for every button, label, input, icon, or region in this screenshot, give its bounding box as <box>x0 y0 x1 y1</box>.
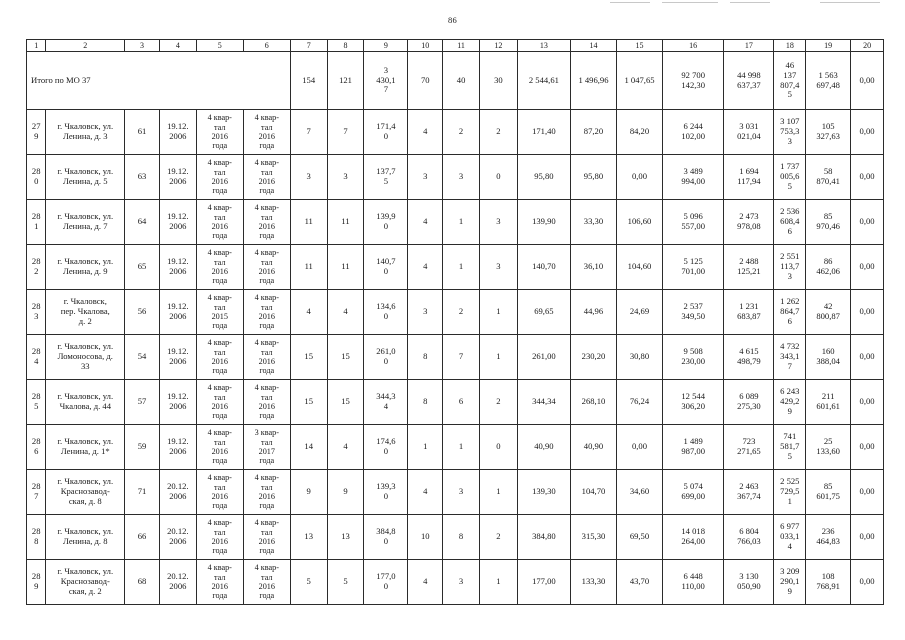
data-cell: 2 551 113,7 3 <box>774 245 806 290</box>
table-row <box>27 245 884 290</box>
data-cell: 5 125 701,00 <box>663 245 724 290</box>
scan-edge-line <box>610 2 650 3</box>
data-cell: 3 107 753,3 3 <box>774 110 806 155</box>
data-cell: 2 <box>443 290 480 335</box>
house-number-cell: 63 <box>125 155 160 200</box>
total-row <box>27 52 884 110</box>
data-cell: 69,50 <box>616 515 662 560</box>
house-number-cell: 68 <box>125 560 160 605</box>
data-cell: 6 977 033,1 4 <box>774 515 806 560</box>
total-cell: 3 430,1 7 <box>364 52 408 110</box>
address-cell: г. Чкаловск, ул. Ленина, д. 5 <box>46 155 125 200</box>
row-number-cell: 28 4 <box>27 335 46 380</box>
data-cell: 15 <box>327 380 364 425</box>
address-cell: г. Чкаловск, ул. Краснозавод- ская, д. 2 <box>46 560 125 605</box>
data-cell: 268,10 <box>570 380 616 425</box>
date-cell: 19.12. 2006 <box>159 110 196 155</box>
data-cell: 6 089 275,30 <box>724 380 774 425</box>
column-number: 12 <box>479 40 517 52</box>
period-end-cell: 4 квар- тал 2016 года <box>243 200 290 245</box>
data-cell: 87,20 <box>570 110 616 155</box>
data-cell: 4 <box>408 245 443 290</box>
data-cell: 11 <box>290 245 327 290</box>
data-cell: 25 133,60 <box>806 425 851 470</box>
data-cell: 5 <box>327 560 364 605</box>
period-start-cell: 4 квар- тал 2016 года <box>196 110 243 155</box>
period-start-cell: 4 квар- тал 2016 года <box>196 380 243 425</box>
data-cell: 24,69 <box>616 290 662 335</box>
data-cell: 3 <box>408 290 443 335</box>
period-start-cell: 4 квар- тал 2016 года <box>196 245 243 290</box>
data-cell: 0,00 <box>616 155 662 200</box>
date-cell: 19.12. 2006 <box>159 425 196 470</box>
period-start-cell: 4 квар- тал 2016 года <box>196 155 243 200</box>
column-number: 1 <box>27 40 46 52</box>
data-cell: 2 <box>479 110 517 155</box>
scan-edge-line <box>662 2 718 3</box>
column-number: 2 <box>46 40 125 52</box>
period-start-cell: 4 квар- тал 2016 года <box>196 335 243 380</box>
table-row <box>27 425 884 470</box>
total-cell: 154 <box>290 52 327 110</box>
house-number-cell: 61 <box>125 110 160 155</box>
data-cell: 105 327,63 <box>806 110 851 155</box>
data-cell: 171,4 0 <box>364 110 408 155</box>
data-cell: 7 <box>443 335 480 380</box>
data-cell: 44,96 <box>570 290 616 335</box>
data-cell: 13 <box>290 515 327 560</box>
data-cell: 3 489 994,00 <box>663 155 724 200</box>
column-number: 20 <box>851 40 884 52</box>
date-cell: 19.12. 2006 <box>159 335 196 380</box>
house-number-cell: 64 <box>125 200 160 245</box>
data-cell: 0,00 <box>851 560 884 605</box>
data-cell: 3 <box>443 560 480 605</box>
data-cell: 2 537 349,50 <box>663 290 724 335</box>
data-cell: 2 536 608,4 6 <box>774 200 806 245</box>
data-cell: 3 209 290,1 9 <box>774 560 806 605</box>
data-cell: 7 <box>327 110 364 155</box>
data-cell: 2 <box>479 380 517 425</box>
data-cell: 3 <box>443 470 480 515</box>
period-start-cell: 4 квар- тал 2016 года <box>196 200 243 245</box>
column-number: 11 <box>443 40 480 52</box>
page-number: 86 <box>448 15 457 25</box>
total-label: Итого по МО 37 <box>27 52 291 110</box>
period-end-cell: 4 квар- тал 2016 года <box>243 335 290 380</box>
data-cell: 1 <box>408 425 443 470</box>
column-number: 3 <box>125 40 160 52</box>
period-start-cell: 4 квар- тал 2016 года <box>196 560 243 605</box>
data-cell: 139,9 0 <box>364 200 408 245</box>
row-number-cell: 27 9 <box>27 110 46 155</box>
data-cell: 0,00 <box>851 200 884 245</box>
total-cell: 92 700 142,30 <box>663 52 724 110</box>
data-cell: 2 <box>443 110 480 155</box>
data-cell: 0,00 <box>851 380 884 425</box>
date-cell: 19.12. 2006 <box>159 290 196 335</box>
data-cell: 0,00 <box>851 515 884 560</box>
house-number-cell: 71 <box>125 470 160 515</box>
data-cell: 177,00 <box>517 560 570 605</box>
date-cell: 19.12. 2006 <box>159 380 196 425</box>
data-cell: 10 <box>408 515 443 560</box>
column-number: 16 <box>663 40 724 52</box>
data-cell: 6 244 102,00 <box>663 110 724 155</box>
table-row <box>27 515 884 560</box>
data-cell: 177,0 0 <box>364 560 408 605</box>
column-number: 6 <box>243 40 290 52</box>
house-number-cell: 57 <box>125 380 160 425</box>
data-cell: 7 <box>290 110 327 155</box>
column-number: 18 <box>774 40 806 52</box>
data-cell: 1 <box>479 290 517 335</box>
period-end-cell: 4 квар- тал 2016 года <box>243 290 290 335</box>
date-cell: 19.12. 2006 <box>159 155 196 200</box>
data-cell: 40,90 <box>517 425 570 470</box>
period-end-cell: 4 квар- тал 2016 года <box>243 380 290 425</box>
date-cell: 19.12. 2006 <box>159 200 196 245</box>
data-cell: 12 544 306,20 <box>663 380 724 425</box>
data-cell: 2 525 729,5 1 <box>774 470 806 515</box>
total-cell: 46 137 807,4 5 <box>774 52 806 110</box>
row-number-cell: 28 3 <box>27 290 46 335</box>
period-start-cell: 4 квар- тал 2015 года <box>196 290 243 335</box>
column-number-row <box>27 40 884 52</box>
house-number-cell: 66 <box>125 515 160 560</box>
data-cell: 134,6 0 <box>364 290 408 335</box>
data-cell: 6 243 429,2 9 <box>774 380 806 425</box>
period-start-cell: 4 квар- тал 2016 года <box>196 425 243 470</box>
data-cell: 1 <box>479 470 517 515</box>
data-cell: 30,80 <box>616 335 662 380</box>
data-cell: 42 800,87 <box>806 290 851 335</box>
period-end-cell: 4 квар- тал 2016 года <box>243 560 290 605</box>
data-cell: 1 <box>479 335 517 380</box>
data-cell: 36,10 <box>570 245 616 290</box>
data-cell: 139,30 <box>517 470 570 515</box>
total-cell: 30 <box>479 52 517 110</box>
data-cell: 6 804 766,03 <box>724 515 774 560</box>
row-number-cell: 28 1 <box>27 200 46 245</box>
data-cell: 3 130 050,90 <box>724 560 774 605</box>
period-end-cell: 4 квар- тал 2016 года <box>243 155 290 200</box>
data-cell: 8 <box>408 380 443 425</box>
scan-edge-line <box>820 2 880 3</box>
address-cell: г. Чкаловск, пер. Чкалова, д. 2 <box>46 290 125 335</box>
data-cell: 95,80 <box>517 155 570 200</box>
data-cell: 261,0 0 <box>364 335 408 380</box>
data-cell: 4 <box>327 290 364 335</box>
period-end-cell: 4 квар- тал 2016 года <box>243 245 290 290</box>
data-cell: 133,30 <box>570 560 616 605</box>
column-number: 13 <box>517 40 570 52</box>
data-cell: 0,00 <box>851 470 884 515</box>
data-cell: 0,00 <box>851 290 884 335</box>
row-number-cell: 28 8 <box>27 515 46 560</box>
data-cell: 741 581,7 5 <box>774 425 806 470</box>
data-cell: 723 271,65 <box>724 425 774 470</box>
data-cell: 76,24 <box>616 380 662 425</box>
data-cell: 69,65 <box>517 290 570 335</box>
data-cell: 211 601,61 <box>806 380 851 425</box>
data-cell: 139,90 <box>517 200 570 245</box>
data-cell: 85 601,75 <box>806 470 851 515</box>
data-cell: 344,3 4 <box>364 380 408 425</box>
data-cell: 15 <box>290 335 327 380</box>
address-cell: г. Чкаловск, ул. Ленина, д. 3 <box>46 110 125 155</box>
data-cell: 230,20 <box>570 335 616 380</box>
data-cell: 3 <box>408 155 443 200</box>
data-cell: 0,00 <box>851 110 884 155</box>
data-cell: 43,70 <box>616 560 662 605</box>
address-cell: г. Чкаловск, ул. Чкалова, д. 44 <box>46 380 125 425</box>
total-cell: 1 563 697,48 <box>806 52 851 110</box>
table-row <box>27 155 884 200</box>
address-cell: г. Чкаловск, ул. Ленина, д. 8 <box>46 515 125 560</box>
data-cell: 1 231 683,87 <box>724 290 774 335</box>
address-cell: г. Чкаловск, ул. Ломоносова, д. 33 <box>46 335 125 380</box>
data-cell: 14 018 264,00 <box>663 515 724 560</box>
address-cell: г. Чкаловск, ул. Ленина, д. 9 <box>46 245 125 290</box>
data-cell: 5 <box>290 560 327 605</box>
column-number: 17 <box>724 40 774 52</box>
data-cell: 2 473 978,08 <box>724 200 774 245</box>
data-cell: 0 <box>479 155 517 200</box>
table-row <box>27 560 884 605</box>
column-number: 14 <box>570 40 616 52</box>
period-end-cell: 4 квар- тал 2016 года <box>243 515 290 560</box>
data-cell: 9 <box>327 470 364 515</box>
period-start-cell: 4 квар- тал 2016 года <box>196 515 243 560</box>
period-end-cell: 4 квар- тал 2016 года <box>243 470 290 515</box>
row-number-cell: 28 2 <box>27 245 46 290</box>
house-number-cell: 56 <box>125 290 160 335</box>
data-cell: 0 <box>479 425 517 470</box>
total-cell: 1 496,96 <box>570 52 616 110</box>
data-cell: 106,60 <box>616 200 662 245</box>
data-cell: 0,00 <box>851 425 884 470</box>
data-cell: 104,70 <box>570 470 616 515</box>
data-cell: 4 <box>408 560 443 605</box>
period-start-cell: 4 квар- тал 2016 года <box>196 470 243 515</box>
column-number: 8 <box>327 40 364 52</box>
table-row <box>27 110 884 155</box>
house-number-cell: 59 <box>125 425 160 470</box>
data-cell: 33,30 <box>570 200 616 245</box>
column-number: 15 <box>616 40 662 52</box>
data-cell: 11 <box>327 245 364 290</box>
data-cell: 174,6 0 <box>364 425 408 470</box>
data-cell: 11 <box>290 200 327 245</box>
scan-edge-line <box>730 2 770 3</box>
column-number: 5 <box>196 40 243 52</box>
column-number: 19 <box>806 40 851 52</box>
data-cell: 139,3 0 <box>364 470 408 515</box>
housing-register-table <box>26 39 884 605</box>
data-cell: 3 031 021,04 <box>724 110 774 155</box>
data-cell: 1 489 987,00 <box>663 425 724 470</box>
data-cell: 160 388,04 <box>806 335 851 380</box>
data-cell: 384,80 <box>517 515 570 560</box>
data-cell: 0,00 <box>851 245 884 290</box>
address-cell: г. Чкаловск, ул. Ленина, д. 7 <box>46 200 125 245</box>
data-cell: 15 <box>327 335 364 380</box>
total-cell: 0,00 <box>851 52 884 110</box>
data-cell: 1 737 005,6 5 <box>774 155 806 200</box>
data-cell: 4 <box>408 470 443 515</box>
data-cell: 14 <box>290 425 327 470</box>
data-cell: 1 <box>443 245 480 290</box>
table-row <box>27 470 884 515</box>
house-number-cell: 54 <box>125 335 160 380</box>
data-cell: 0,00 <box>851 335 884 380</box>
data-cell: 95,80 <box>570 155 616 200</box>
date-cell: 19.12. 2006 <box>159 245 196 290</box>
data-cell: 2 463 367,74 <box>724 470 774 515</box>
total-cell: 40 <box>443 52 480 110</box>
date-cell: 20.12. 2006 <box>159 470 196 515</box>
data-cell: 0,00 <box>851 155 884 200</box>
row-number-cell: 28 0 <box>27 155 46 200</box>
data-cell: 1 <box>443 425 480 470</box>
data-cell: 4 <box>408 110 443 155</box>
data-cell: 108 768,91 <box>806 560 851 605</box>
data-cell: 58 870,41 <box>806 155 851 200</box>
data-cell: 3 <box>443 155 480 200</box>
data-cell: 137,7 5 <box>364 155 408 200</box>
table-row <box>27 200 884 245</box>
data-cell: 8 <box>408 335 443 380</box>
data-cell: 1 694 117,94 <box>724 155 774 200</box>
data-cell: 140,7 0 <box>364 245 408 290</box>
data-cell: 8 <box>443 515 480 560</box>
data-cell: 140,70 <box>517 245 570 290</box>
data-cell: 104,60 <box>616 245 662 290</box>
column-number: 9 <box>364 40 408 52</box>
data-cell: 261,00 <box>517 335 570 380</box>
data-cell: 4 <box>290 290 327 335</box>
row-number-cell: 28 7 <box>27 470 46 515</box>
data-cell: 3 <box>290 155 327 200</box>
data-cell: 3 <box>327 155 364 200</box>
total-cell: 70 <box>408 52 443 110</box>
data-cell: 344,34 <box>517 380 570 425</box>
data-cell: 84,20 <box>616 110 662 155</box>
date-cell: 20.12. 2006 <box>159 515 196 560</box>
data-cell: 4 <box>408 200 443 245</box>
data-cell: 1 262 864,7 6 <box>774 290 806 335</box>
data-cell: 1 <box>443 200 480 245</box>
data-cell: 86 462,06 <box>806 245 851 290</box>
data-cell: 5 074 699,00 <box>663 470 724 515</box>
row-number-cell: 28 6 <box>27 425 46 470</box>
column-number: 10 <box>408 40 443 52</box>
data-cell: 6 <box>443 380 480 425</box>
data-cell: 171,40 <box>517 110 570 155</box>
total-cell: 44 998 637,37 <box>724 52 774 110</box>
table-row <box>27 335 884 380</box>
data-cell: 3 <box>479 245 517 290</box>
data-cell: 9 <box>290 470 327 515</box>
data-cell: 85 970,46 <box>806 200 851 245</box>
column-number: 4 <box>159 40 196 52</box>
data-cell: 3 <box>479 200 517 245</box>
data-cell: 13 <box>327 515 364 560</box>
total-cell: 2 544,61 <box>517 52 570 110</box>
data-cell: 1 <box>479 560 517 605</box>
address-cell: г. Чкаловск, ул. Краснозавод- ская, д. 8 <box>46 470 125 515</box>
data-cell: 40,90 <box>570 425 616 470</box>
table-row <box>27 380 884 425</box>
data-cell: 11 <box>327 200 364 245</box>
data-cell: 9 508 230,00 <box>663 335 724 380</box>
data-cell: 6 448 110,00 <box>663 560 724 605</box>
date-cell: 20.12. 2006 <box>159 560 196 605</box>
data-cell: 384,8 0 <box>364 515 408 560</box>
data-cell: 315,30 <box>570 515 616 560</box>
total-cell: 121 <box>327 52 364 110</box>
table-row <box>27 290 884 335</box>
address-cell: г. Чкаловск, ул. Ленина, д. 1* <box>46 425 125 470</box>
row-number-cell: 28 5 <box>27 380 46 425</box>
data-cell: 4 732 343,1 7 <box>774 335 806 380</box>
column-number: 7 <box>290 40 327 52</box>
data-cell: 4 615 498,79 <box>724 335 774 380</box>
house-number-cell: 65 <box>125 245 160 290</box>
row-number-cell: 28 9 <box>27 560 46 605</box>
total-cell: 1 047,65 <box>616 52 662 110</box>
period-end-cell: 4 квар- тал 2016 года <box>243 110 290 155</box>
data-cell: 15 <box>290 380 327 425</box>
period-end-cell: 3 квар- тал 2017 года <box>243 425 290 470</box>
data-cell: 2 488 125,21 <box>724 245 774 290</box>
data-cell: 34,60 <box>616 470 662 515</box>
data-cell: 4 <box>327 425 364 470</box>
data-cell: 0,00 <box>616 425 662 470</box>
data-cell: 5 096 557,00 <box>663 200 724 245</box>
data-cell: 2 <box>479 515 517 560</box>
data-cell: 236 464,83 <box>806 515 851 560</box>
